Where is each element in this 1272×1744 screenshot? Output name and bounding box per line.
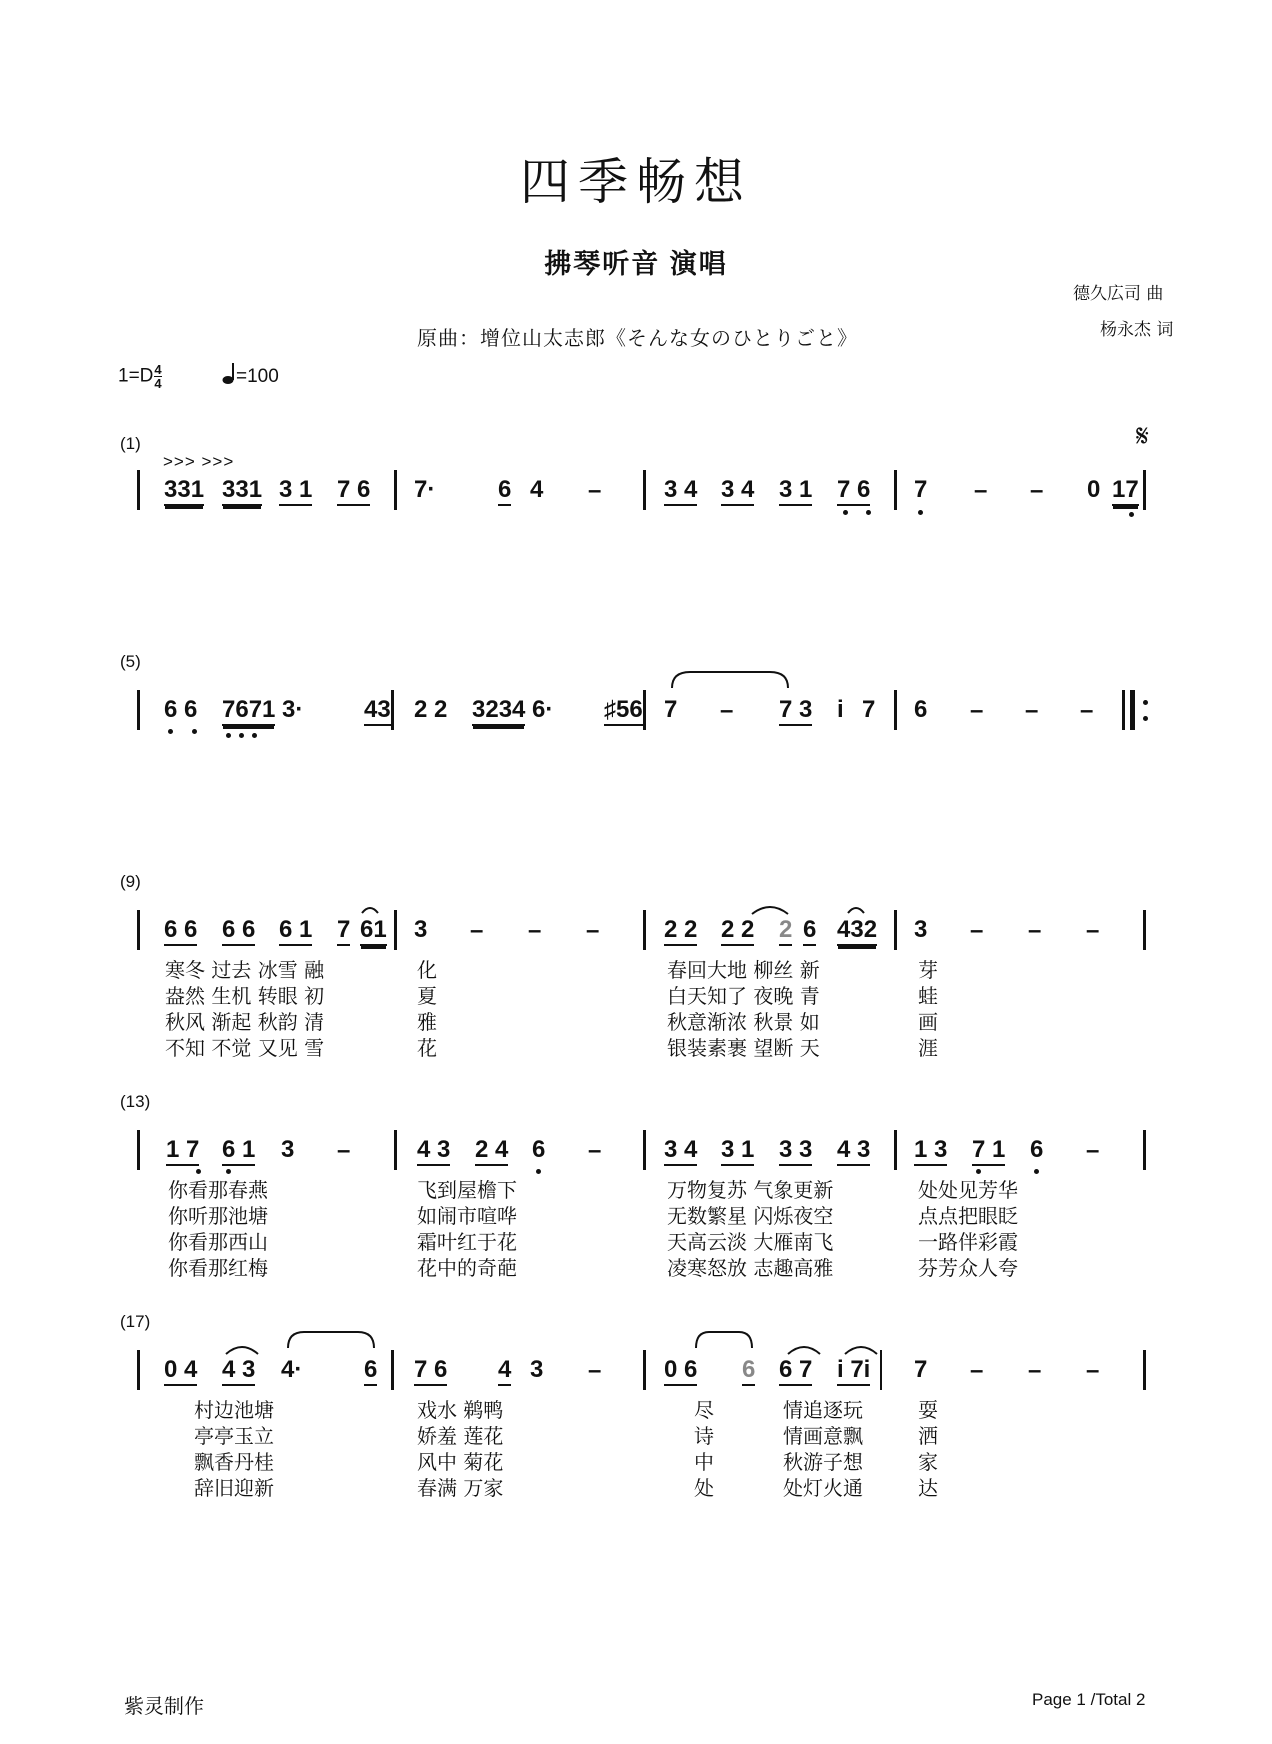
dash: – <box>588 1357 602 1384</box>
note: 4 <box>530 476 544 503</box>
barline <box>394 910 397 950</box>
time-signature: $\frac{4}{4}$ <box>154 362 162 391</box>
measure-number: (9) <box>120 872 141 891</box>
note: 3 1 <box>279 477 312 506</box>
low-octave-dot <box>1129 512 1134 517</box>
dash: – <box>1086 1137 1100 1164</box>
barline <box>137 690 140 730</box>
low-octave-dot <box>918 510 923 515</box>
lyric-line: 点点把眼眨 <box>918 1204 1018 1228</box>
low-octave-dot <box>226 733 231 738</box>
note: 2 <box>779 917 792 946</box>
page-indicator: Page 1 /Total 2 <box>1032 1690 1146 1709</box>
note: 7 6 <box>337 477 370 506</box>
barline <box>894 910 897 950</box>
barline <box>1143 1130 1146 1170</box>
note: 2 2 <box>664 917 697 946</box>
barline <box>1143 1350 1146 1390</box>
measure-number: (1) <box>120 434 141 453</box>
note: 61 <box>360 917 387 946</box>
dash: – <box>970 917 984 944</box>
lyric-line: 芽 <box>918 958 938 982</box>
quarter-note-icon <box>222 363 236 385</box>
note: 7· <box>414 476 436 503</box>
lyric-line: 戏水 鹈鸭 <box>417 1398 504 1422</box>
note: i 7i <box>837 1357 870 1386</box>
barline <box>137 1130 140 1170</box>
note: 4· <box>281 1356 303 1383</box>
note: 4 <box>498 1357 511 1386</box>
lyric-line: 天高云淡 大雁南飞 <box>667 1230 834 1254</box>
note: 6 <box>1030 1136 1044 1163</box>
barline <box>391 1350 394 1390</box>
lyric-line: 夏 <box>417 984 437 1008</box>
note: 6 <box>532 1136 546 1163</box>
note: 7 <box>862 696 876 723</box>
note: 2 2 <box>414 696 448 723</box>
note: i <box>837 696 844 723</box>
low-octave-dot <box>168 729 173 734</box>
low-octave-dot <box>536 1169 541 1174</box>
barline <box>880 1350 882 1390</box>
lyric-line: 春满 万家 <box>417 1476 504 1500</box>
barline <box>894 470 897 510</box>
barline <box>643 1350 646 1390</box>
tie-slur <box>670 670 790 690</box>
tie-slur <box>843 1342 879 1356</box>
low-octave-dot <box>252 733 257 738</box>
dash: – <box>586 917 600 944</box>
barline <box>394 470 397 510</box>
dash: – <box>528 917 542 944</box>
note: 6 6 <box>164 917 197 946</box>
lyric-line: 秋风 渐起 秋韵 清 <box>165 1010 325 1034</box>
note: 3 4 <box>664 477 697 506</box>
low-octave-dot <box>196 1169 201 1174</box>
fermata-icon <box>360 903 380 915</box>
low-octave-dot <box>192 729 197 734</box>
lyric-line: 达 <box>918 1476 938 1500</box>
lyric-line: 处处见芳华 <box>918 1178 1018 1202</box>
composer-credit: 德久広司 曲 <box>1073 284 1164 304</box>
lyric-line: 辞旧迎新 <box>194 1476 274 1500</box>
lyric-line: 画 <box>918 1010 938 1034</box>
dash: – <box>1030 477 1044 504</box>
lyric-line: 无数繁星 闪烁夜空 <box>667 1204 834 1228</box>
note: 3 1 <box>721 1137 754 1166</box>
repeat-barline <box>1130 690 1135 730</box>
tie-slur <box>750 902 790 916</box>
lyric-line: 情画意飘 <box>783 1424 863 1448</box>
note: 6 <box>803 917 816 946</box>
segno-sign: 𝄋 <box>1136 420 1149 453</box>
note: 1 7 <box>166 1137 199 1166</box>
lyric-line: 春回大地 柳丝 新 <box>667 958 820 982</box>
barline <box>137 910 140 950</box>
lyric-line: 诗 <box>694 1424 714 1448</box>
note: 17 <box>1112 477 1139 506</box>
dash: – <box>1086 1357 1100 1384</box>
barline <box>391 690 394 730</box>
lyric-line: 化 <box>417 958 437 982</box>
note: 0 <box>1087 476 1101 503</box>
dash: – <box>720 697 734 724</box>
low-octave-dot <box>866 510 871 515</box>
lyric-line: 亭亭玉立 <box>194 1424 274 1448</box>
dash: – <box>970 1357 984 1384</box>
lyric-line: 情追逐玩 <box>783 1398 863 1422</box>
tie-slur <box>286 1330 376 1350</box>
note: 4 3 <box>417 1137 450 1166</box>
measure-number: (5) <box>120 652 141 671</box>
lyric-line: 你看那春燕 <box>168 1178 268 1202</box>
lyric-line: 处灯火通 <box>783 1476 863 1500</box>
note: 3 <box>914 916 928 943</box>
lyric-line: 秋游子想 <box>783 1450 863 1474</box>
note: 6 1 <box>279 917 312 946</box>
barline <box>1143 470 1146 510</box>
lyric-line: 秋意渐浓 秋景 如 <box>667 1010 820 1034</box>
lyric-line: 你看那西山 <box>168 1230 268 1254</box>
note: 432 <box>837 917 877 946</box>
note: 6 <box>364 1357 377 1386</box>
lyric-line: 中 <box>694 1450 714 1474</box>
lyric-line: 一路伴彩霞 <box>918 1230 1018 1254</box>
dash: – <box>970 697 984 724</box>
barline <box>643 910 646 950</box>
low-octave-dot <box>239 733 244 738</box>
lyric-line: 凌寒怒放 志趣高雅 <box>667 1256 834 1280</box>
lyric-line: 银装素裹 望断 天 <box>667 1036 820 1060</box>
footer-maker: 紫灵制作 <box>124 1696 204 1718</box>
lyric-line: 花 <box>417 1036 437 1060</box>
barline <box>137 470 140 510</box>
dash: – <box>588 477 602 504</box>
note: 7 <box>664 696 678 723</box>
note: 3 <box>281 1136 295 1163</box>
note: 3· <box>282 696 304 723</box>
note: ♯56 <box>604 697 643 726</box>
barline <box>643 1130 646 1170</box>
dash: – <box>470 917 484 944</box>
note: 3 <box>414 916 428 943</box>
lyric-line: 你听那池塘 <box>168 1204 268 1228</box>
accent-marks: >>> >>> <box>163 452 235 471</box>
lyric-line: 洒 <box>918 1424 938 1448</box>
note: 7 1 <box>972 1137 1005 1166</box>
lyric-line: 处 <box>694 1476 714 1500</box>
tie-slur <box>786 1342 822 1356</box>
lyric-line: 芬芳众人夸 <box>918 1256 1018 1280</box>
lyric-line: 如闹市喧哗 <box>417 1204 517 1228</box>
dash: – <box>1086 917 1100 944</box>
note: 3 1 <box>779 477 812 506</box>
note: 6 7 <box>779 1357 812 1386</box>
note: 7 6 <box>414 1357 447 1386</box>
low-octave-dot <box>976 1169 981 1174</box>
dash: – <box>588 1137 602 1164</box>
note: 3 3 <box>779 1137 812 1166</box>
tempo-marking: =100 <box>222 363 279 388</box>
note: 6 6 <box>164 696 198 723</box>
lyric-line: 飘香丹桂 <box>194 1450 274 1474</box>
note: 7 <box>337 917 350 946</box>
note: 3 <box>530 1356 544 1383</box>
note: 6 <box>742 1357 755 1386</box>
original-song-note: 原曲：增位山太志郎《そんな女のひとりごと》 <box>417 326 858 350</box>
note: 331 <box>222 477 262 506</box>
tie-slur <box>224 1342 260 1356</box>
note: 3 4 <box>721 477 754 506</box>
barline <box>894 690 897 730</box>
tie-slur <box>694 1330 754 1350</box>
lyric-line: 风中 菊花 <box>417 1450 504 1474</box>
note: 6 1 <box>222 1137 255 1166</box>
lyric-line: 盎然 生机 转眼 初 <box>165 984 325 1008</box>
lyric-line: 白天知了 夜晚 青 <box>667 984 820 1008</box>
note: 6· <box>532 696 554 723</box>
barline <box>643 690 646 730</box>
performer: 拂琴听音 演唱 <box>544 249 728 279</box>
barline <box>1143 910 1146 950</box>
lyric-line: 你看那红梅 <box>168 1256 268 1280</box>
note: 4 3 <box>222 1357 255 1386</box>
lyric-line: 涯 <box>918 1036 938 1060</box>
note: 7671 <box>222 697 275 726</box>
note: 43 <box>364 697 391 726</box>
dash: – <box>1028 917 1042 944</box>
lyric-line: 寒冬 过去 冰雪 融 <box>165 958 325 982</box>
note: 7 <box>914 1356 928 1383</box>
note: 1 3 <box>914 1137 947 1166</box>
song-title: 四季畅想 <box>520 153 752 211</box>
low-octave-dot <box>843 510 848 515</box>
note: 3234 <box>472 697 525 726</box>
lyric-line: 村边池塘 <box>194 1398 274 1422</box>
lyricist-credit: 杨永杰 词 <box>1100 320 1174 340</box>
lyric-line: 霜叶红于花 <box>417 1230 517 1254</box>
measure-number: (13) <box>120 1092 151 1111</box>
note: 7 6 <box>837 477 870 506</box>
dash: – <box>1025 697 1039 724</box>
lyric-line: 不知 不觉 又见 雪 <box>165 1036 325 1060</box>
lyric-line: 飞到屋檐下 <box>417 1178 517 1202</box>
dash: – <box>974 477 988 504</box>
barline <box>137 1350 140 1390</box>
note: 6 <box>914 696 928 723</box>
lyric-line: 雅 <box>417 1010 437 1034</box>
lyric-line: 尽 <box>694 1398 714 1422</box>
note: 7 3 <box>779 697 812 726</box>
measure-number: (17) <box>120 1312 151 1331</box>
low-octave-dot <box>1034 1169 1039 1174</box>
note: 2 2 <box>721 917 754 946</box>
barline <box>643 470 646 510</box>
note: 3 4 <box>664 1137 697 1166</box>
note: 0 4 <box>164 1357 197 1386</box>
repeat-dot <box>1143 700 1148 705</box>
low-octave-dot <box>226 1169 231 1174</box>
lyric-line: 娇羞 莲花 <box>417 1424 504 1448</box>
dash: – <box>1028 1357 1042 1384</box>
lyric-line: 万物复苏 气象更新 <box>667 1178 834 1202</box>
note: 4 3 <box>837 1137 870 1166</box>
lyric-line: 耍 <box>918 1398 938 1422</box>
note: 2 4 <box>475 1137 508 1166</box>
barline <box>394 1130 397 1170</box>
note: 6 <box>498 477 511 506</box>
note: 331 <box>164 477 204 506</box>
key-signature: 1=D $\frac{4}{4}$ <box>118 362 162 391</box>
lyric-line: 花中的奇葩 <box>417 1256 517 1280</box>
dash: – <box>337 1137 351 1164</box>
fermata-icon <box>846 903 866 915</box>
repeat-dot <box>1143 716 1148 721</box>
lyric-line: 蛙 <box>918 984 938 1008</box>
note: 7 <box>914 476 928 503</box>
dash: – <box>1080 697 1094 724</box>
barline <box>894 1130 897 1170</box>
note: 0 6 <box>664 1357 697 1386</box>
repeat-barline <box>1122 690 1125 730</box>
note: 6 6 <box>222 917 255 946</box>
lyric-line: 家 <box>918 1450 938 1474</box>
